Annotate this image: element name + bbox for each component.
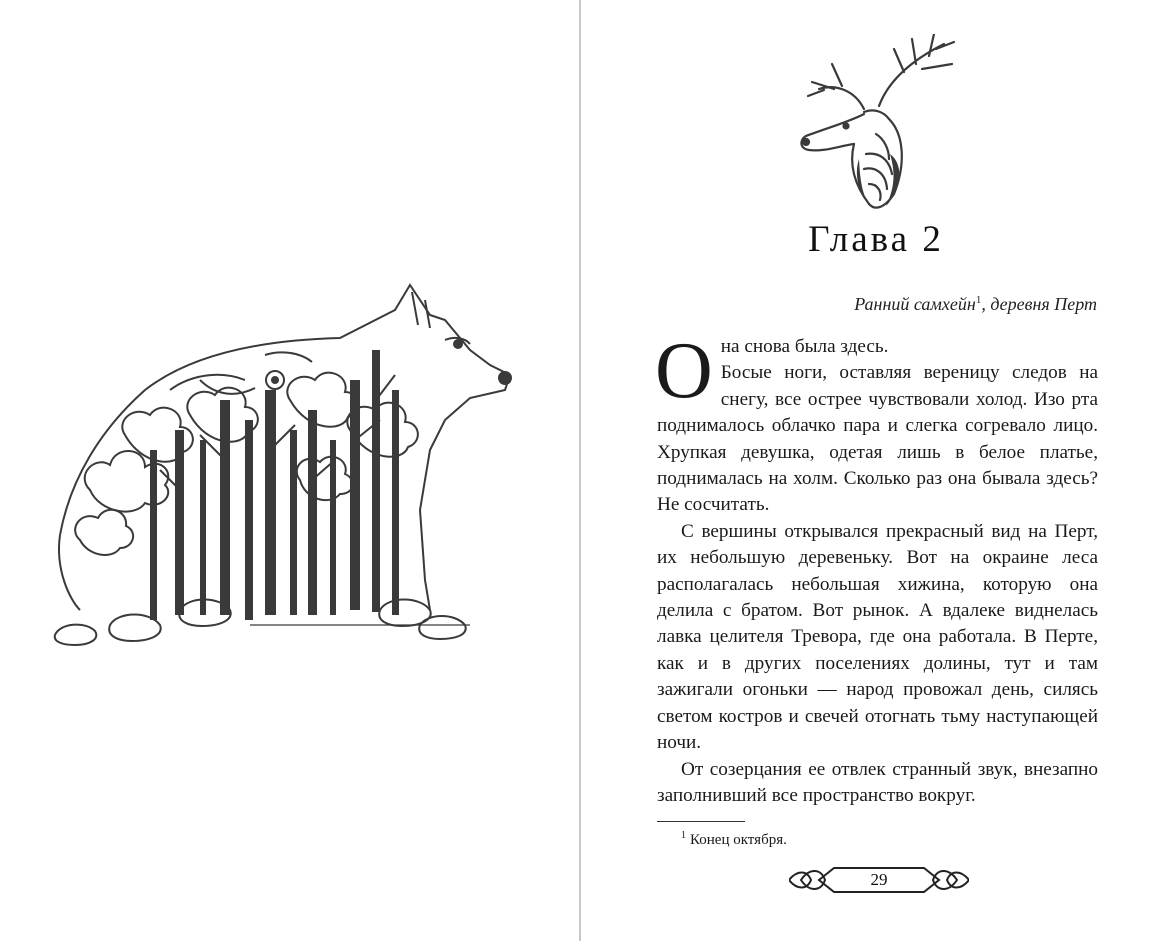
epigraph-place: , деревня Перт bbox=[981, 294, 1097, 314]
epigraph bbox=[854, 294, 1097, 315]
drop-cap: О bbox=[655, 327, 713, 415]
right-page bbox=[581, 0, 1171, 941]
paragraph: От созерцания ее отвлек странный звук, внезапно заполнивший все пространство вокруг. bbox=[657, 758, 1098, 806]
paragraph: на снова была здесь. bbox=[720, 336, 889, 357]
footnote-mark: 1 bbox=[681, 830, 686, 841]
left-page bbox=[0, 0, 579, 941]
footnote-text: Конец октября. bbox=[690, 832, 787, 848]
page-number-ornament bbox=[789, 862, 969, 898]
epigraph-text: Ранний самхейн bbox=[854, 294, 976, 314]
paragraph: Босые ноги, оставляя вереницу следов на снегу, все острее чувствовали холод. Изо рта поднималось облачко пара и слегка согревало лицо. Хрупкая девушка, одетая лишь в белое платье, поднималась на холм. Сколько раз она бывала здесь? Не сосчитать. bbox=[657, 362, 1098, 516]
deer-head-icon bbox=[794, 34, 964, 214]
footnote bbox=[681, 830, 787, 849]
wolf-forest-icon bbox=[50, 280, 520, 650]
chapter-body bbox=[655, 327, 1098, 809]
page-number: 29 bbox=[870, 870, 888, 889]
footnote-ref: 1 bbox=[975, 294, 982, 306]
paragraph: С вершины открывался прекрасный вид на Перт, их небольшую деревеньку. Вот на окраине леса располагалась небольшая хижина, которую она делила с братом. Вот рынок. А вдалеке виднелась лавка целителя Тревора, где она работала. В Перте, как и в других поселениях долины, тут и там зажигали огоньки — народ провожал день, силясь светом костров и свечей отогнать тьму наступающей ночи. bbox=[657, 520, 1098, 754]
chapter-title: Глава 2 bbox=[808, 219, 944, 260]
footnote-rule bbox=[657, 821, 745, 822]
